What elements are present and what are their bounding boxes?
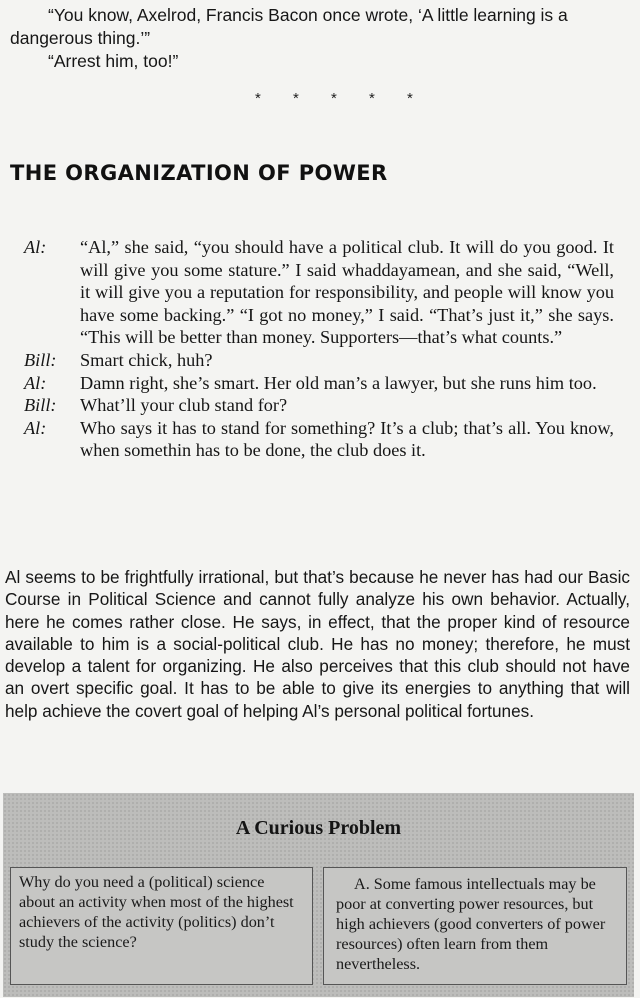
analysis-paragraph: Al seems to be frightfully irrational, but that’s because he never has had our Basic Course in Political Science and cannot fully analyze his own behavior. Actually, here he comes rather close. He says, in effect, that the proper kind of resource available to him is a social-political club. He has no money; therefore, he must develop a talent for organizing. He also perceives that this club should not have an overt specific goal. It has to be able to give its energies to anything that will help achieve the covert goal of helping Al’s personal political fortunes. xyxy=(5,567,630,721)
arrest-reply: “Arrest him, too!” xyxy=(48,51,179,71)
box-title: A Curious Problem xyxy=(235,817,402,839)
dialogue-line xyxy=(24,349,614,372)
speaker-label: Al: xyxy=(24,417,47,438)
speaker-label: Al: xyxy=(24,372,47,393)
speech-text: Damn right, she’s smart. Her old man’s a lawyer, but she runs him too. xyxy=(80,372,597,393)
section-title: THE ORGANIZATION OF POWER xyxy=(10,161,388,185)
speaker-label: Al: xyxy=(24,237,47,257)
answer-text: A. Some famous intellectuals may be poor at converting power resources, but high achievers (good converters of power resources) often learn from them nevertheless. xyxy=(336,875,606,973)
section-separator: * * * * * xyxy=(255,90,427,107)
speaker-label: Bill: xyxy=(24,395,57,416)
speech-text: “Al,” she said, “you should have a political club. It will do you good. It will give you some stature.” I said whaddayamean, and she said, “Well, it will give you a reputation for responsibility, and people will know you have some backing.” “I got no money,” I said. “That’s just it,” she says. “This will be better than money. Supporters—that’s what counts.” xyxy=(80,237,614,348)
question-panel xyxy=(10,867,313,985)
bacon-quote: “You know, Axelrod, Francis Bacon once wrote, ‘A little learning is a dangerous thing.’” xyxy=(10,5,568,48)
speaker-label: Bill: xyxy=(24,349,57,370)
speech-text: Who says it has to stand for something? It’s a club; that’s all. You know, when somethin has to be done, the club does it. xyxy=(80,417,614,461)
speech-text: What’ll your club stand for? xyxy=(80,395,288,416)
dialogue-line xyxy=(24,236,614,349)
question-text: Why do you need a (political) science about an activity when most of the highest achievers of the activity (politics) don’t study the science? xyxy=(19,873,294,951)
dialogue-line xyxy=(24,394,614,417)
curious-problem-box xyxy=(3,793,634,997)
speech-text: Smart chick, huh? xyxy=(80,349,213,370)
answer-panel xyxy=(323,867,627,985)
intro-passage xyxy=(10,4,636,73)
dialogue-line xyxy=(24,372,614,395)
dialogue xyxy=(24,236,614,462)
dialogue-line xyxy=(24,417,614,462)
